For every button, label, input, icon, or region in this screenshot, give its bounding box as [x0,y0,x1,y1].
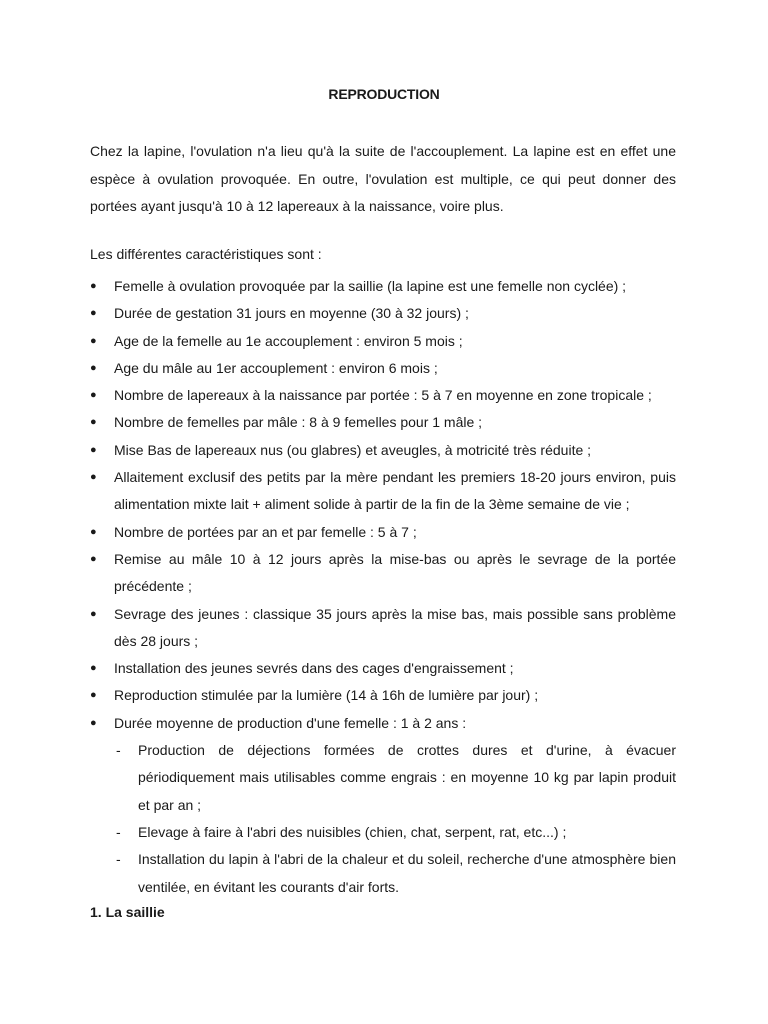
list-item-text: Nombre de femelles par mâle : 8 à 9 femelles pour 1 mâle ; [114,414,483,431]
list-item-text: Durée moyenne de production d'une femelle : 1 à 2 ans : [114,714,467,731]
bullet-icon: ● [90,361,97,374]
list-item [90,355,676,382]
list-item [90,328,676,355]
dash-icon: - [116,823,121,840]
bullet-icon: ● [90,334,97,347]
intro-paragraph: Chez la lapine, l'ovulation n'a lieu qu'à la suite de l'accouplement. La lapine est en effet une espèce à ovulation provoquée. En outre, l'ovulation est multiple, ce qui peut donner des portées ayant jusqu'à 10 à 12 lapereaux à la naissance, voire plus. [90,143,676,214]
list-item [90,273,676,300]
list-item [90,464,676,519]
list-item [90,710,676,901]
list-item [90,546,676,601]
bullet-icon: ● [90,443,97,456]
list-item-text: Nombre de lapereaux à la naissance par portée : 5 à 7 en moyenne en zone tropicale ; [114,387,652,404]
page-title: REPRODUCTION [328,86,440,102]
bullet-icon: ● [90,471,97,484]
bullet-icon: ● [90,662,97,675]
bullet-icon: ● [90,280,97,292]
list-item-text: Femelle à ovulation provoquée par la saillie (la lapine est une femelle non cyclée) ; [114,278,627,294]
list-item [90,437,676,464]
bullet-icon: ● [90,716,97,729]
dash-icon: - [116,851,121,868]
characteristics-list [90,273,676,901]
sub-list-item [114,819,676,846]
list-item-text: Age de la femelle au 1e accouplement : environ 5 mois ; [114,332,463,349]
sub-list-item-text: Production de déjections formées de crottes dures et d'urine, à évacuer périodiquement mais utilisables comme engrais : en moyenne 10 kg par lapin produit et par an ; [138,742,676,813]
bullet-icon: ● [90,689,97,702]
sub-list [114,737,676,901]
bullet-icon: ● [90,525,97,538]
sub-list-item [114,846,676,901]
list-item-text: Nombre de portées par an et par femelle : 5 à 7 ; [114,523,417,540]
list-item [90,655,676,682]
characteristics-heading: Les différentes caractéristiques sont : [90,246,322,262]
list-item [90,300,676,327]
list-item [90,519,676,546]
list-item-text: Age du mâle au 1er accouplement : environ 6 mois ; [114,359,438,376]
bullet-icon: ● [90,307,97,320]
list-item-text: Remise au mâle 10 à 12 jours après la mise-bas ou après le sevrage de la portée précédente ; [114,550,676,595]
bullet-icon: ● [90,389,97,402]
sub-list-item-text: Elevage à faire à l'abri des nuisibles (chien, chat, serpent, rat, etc...) ; [138,823,567,840]
sub-list-item [114,737,676,819]
list-item-text: Mise Bas de lapereaux nus (ou glabres) et aveugles, à motricité très réduite ; [114,441,592,458]
list-item-text: Reproduction stimulée par la lumière (14 à 16h de lumière par jour) ; [114,687,539,704]
list-item-text: Durée de gestation 31 jours en moyenne (30 à 32 jours) ; [114,305,469,322]
sub-list-item-text: Installation du lapin à l'abri de la chaleur et du soleil, recherche d'une atmosphère bien ventilée, en évitant les courants d'air forts. [138,851,676,895]
list-item-text: Installation des jeunes sevrés dans des cages d'engraissement ; [114,660,514,677]
list-item [90,409,676,436]
list-item [90,682,676,709]
list-item-text: Allaitement exclusif des petits par la mère pendant les premiers 18-20 jours environ, puis alimentation mixte lait + aliment solide à partir de la fin de la 3ème semaine de vie ; [114,469,676,513]
bullet-icon: ● [90,416,97,429]
list-item-text: Sevrage des jeunes : classique 35 jours après la mise bas, mais possible sans problème dès 28 jours ; [114,605,676,649]
list-item [90,601,676,656]
dash-icon: - [116,742,121,759]
bullet-icon: ● [90,552,97,565]
bullet-icon: ● [90,607,97,620]
section-heading: 1. La saillie [90,904,165,920]
list-item [90,382,676,409]
